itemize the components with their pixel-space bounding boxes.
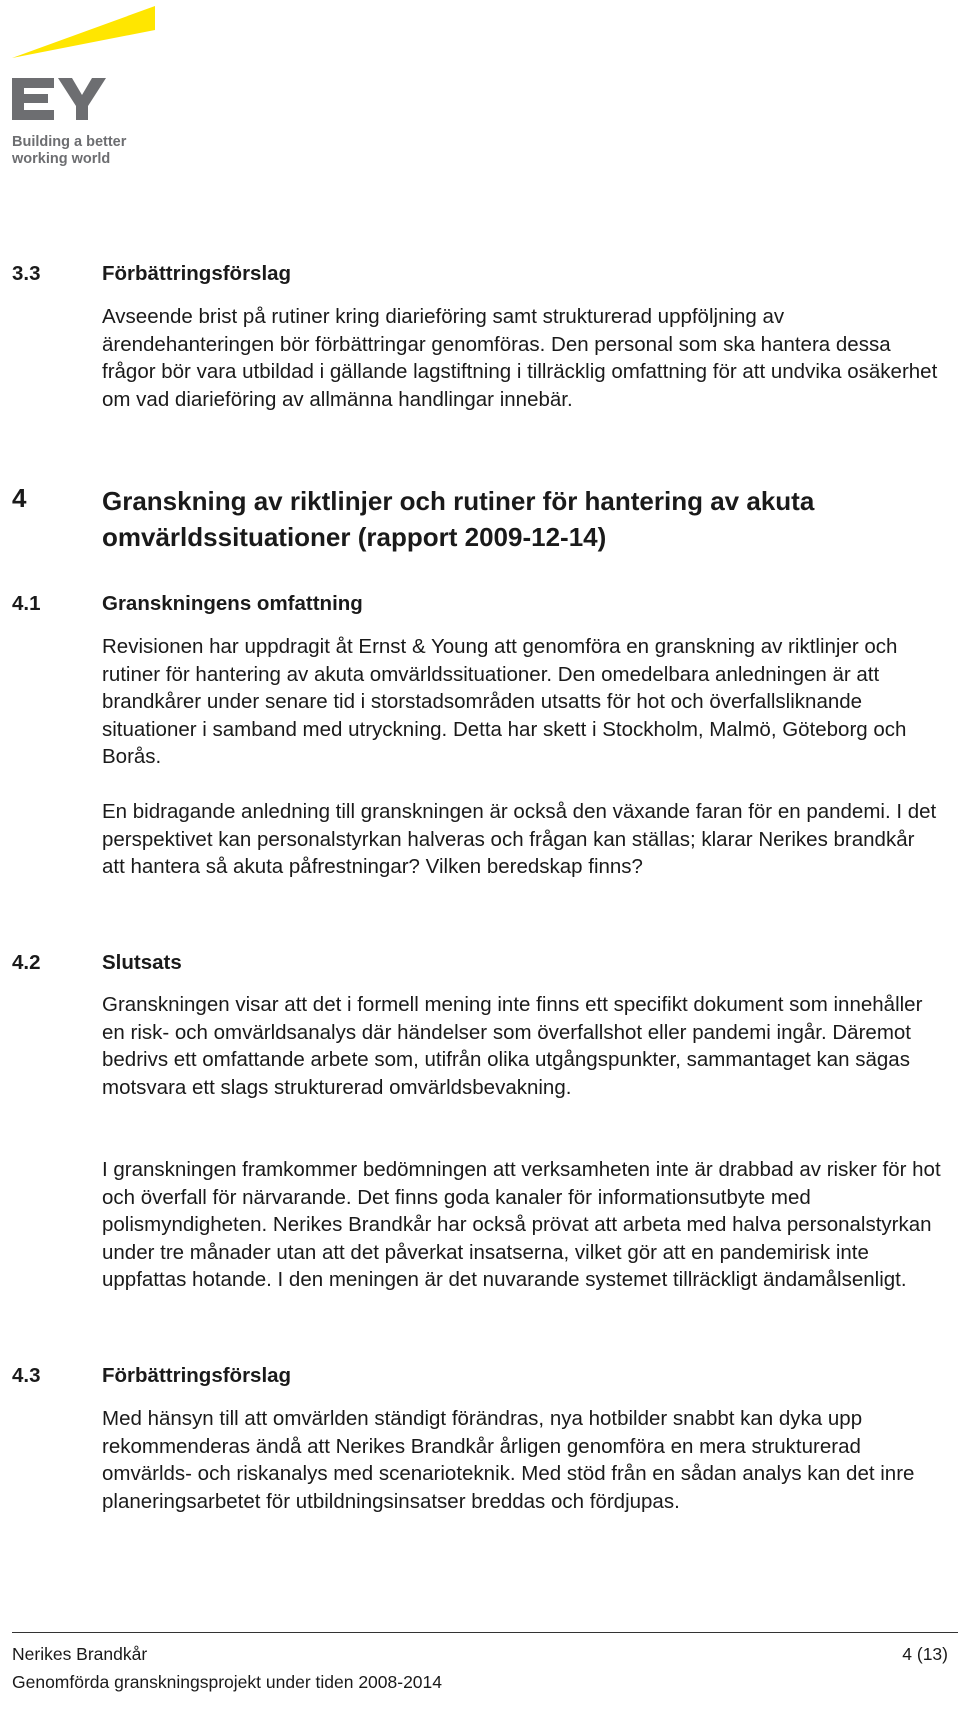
subsection-title: Förbättringsförslag <box>102 1364 292 1387</box>
ey-letters-shape <box>12 78 106 120</box>
ey-logo-mark <box>12 6 162 131</box>
subsection-number: 4.1 <box>12 592 41 615</box>
subsection-title: Granskningens omfattning <box>102 592 363 615</box>
section-paragraph: Avseende brist på rutiner kring diarieföring samt strukturerad uppföljning av ärendehanteringen bör förbättringar genomföras. Den personal som ska hantera dessa frågor bör vara utbildad i gällande lagstiftning i tillräcklig omfattning för att undvika osäkerhet om vad diarieföring av allmänna handlingar innebär. <box>102 305 938 411</box>
subsection-paragraph: Med hänsyn till att omvärlden ständigt förändras, nya hotbilder snabbt kan dyka upp rekommenderas ändå att Nerikes Brandkår årligen genomföra en mera strukturerad omvärlds- och riskanalys med scenarioteknik. Med stöd från en sådan analys kan det inre planeringsarbetet för utbildningsinsatser breddas och fördjupas. <box>102 1407 915 1513</box>
subsection-title: Slutsats <box>102 951 182 974</box>
ey-beam-shape <box>12 6 155 58</box>
chapter-title: Granskning av riktlinjer och rutiner för hantering av akuta omvärldssituationer (rapport 2009-12-14) <box>102 486 815 552</box>
page-number: 4 (13) <box>902 1644 948 1664</box>
subsection-paragraph: Granskningen visar att det i formell mening inte finns ett specifikt dokument som innehåller en risk- och omvärldsanalys där händelser som överfallshot eller pandemi ingår. Däremot bedrivs ett omfattande arbete som, utifrån olika utgångspunkter, sammantaget kan sägas motsvara ett slags strukturerad omvärldsbevakning. <box>102 993 923 1099</box>
section-title: Förbättringsförslag <box>102 262 292 285</box>
subsection-paragraph: En bidragande anledning till granskningen är också den växande faran för en pandemi. I det perspektivet kan personalstyrkan halveras och frågan kan ställas; klarar Nerikes brandkår att hantera så akuta påfrestningar? Vilken beredskap finns? <box>102 800 937 879</box>
ey-tagline <box>12 134 162 168</box>
footer-divider <box>12 1632 958 1633</box>
subsection-paragraph: Revisionen har uppdragit åt Ernst & Young att genomföra en granskning av riktlinjer och rutiner för hantering av akuta omvärldssituationer. Den omedelbara anledningen är att brandkårer under senare tid i storstadsområden utsatts för hot och överfallsliknande situationer i samband med utryckning. Detta har skett i Stockholm, Malmö, Göteborg och Borås. <box>102 635 907 769</box>
subsection-number: 4.3 <box>12 1364 41 1387</box>
chapter-number: 4 <box>12 483 27 513</box>
ey-logo <box>12 6 162 176</box>
section-number: 3.3 <box>12 262 41 285</box>
footer-subtitle: Genomförda granskningsprojekt under tiden 2008-2014 <box>12 1672 443 1692</box>
footer-organization: Nerikes Brandkår <box>12 1644 148 1664</box>
tagline-line-1: Building a better <box>12 134 127 150</box>
subsection-number: 4.2 <box>12 951 41 974</box>
footer-left <box>12 1640 442 1696</box>
tagline-line-2: working world <box>12 151 111 167</box>
subsection-paragraph: I granskningen framkommer bedömningen att verksamheten inte är drabbad av risker för hot och överfall för närvarande. Det finns goda kanaler för informationsutbyte med polismyndigheten. Nerikes Brandkår har också prövat att arbeta med halva personalstyrkan under tre månader utan att det påverkat insatserna, vilket gör att en pandemirisk inte uppfattas hotande. I den meningen är det nuvarande systemet tillräckligt ändamålsenligt. <box>102 1158 941 1292</box>
